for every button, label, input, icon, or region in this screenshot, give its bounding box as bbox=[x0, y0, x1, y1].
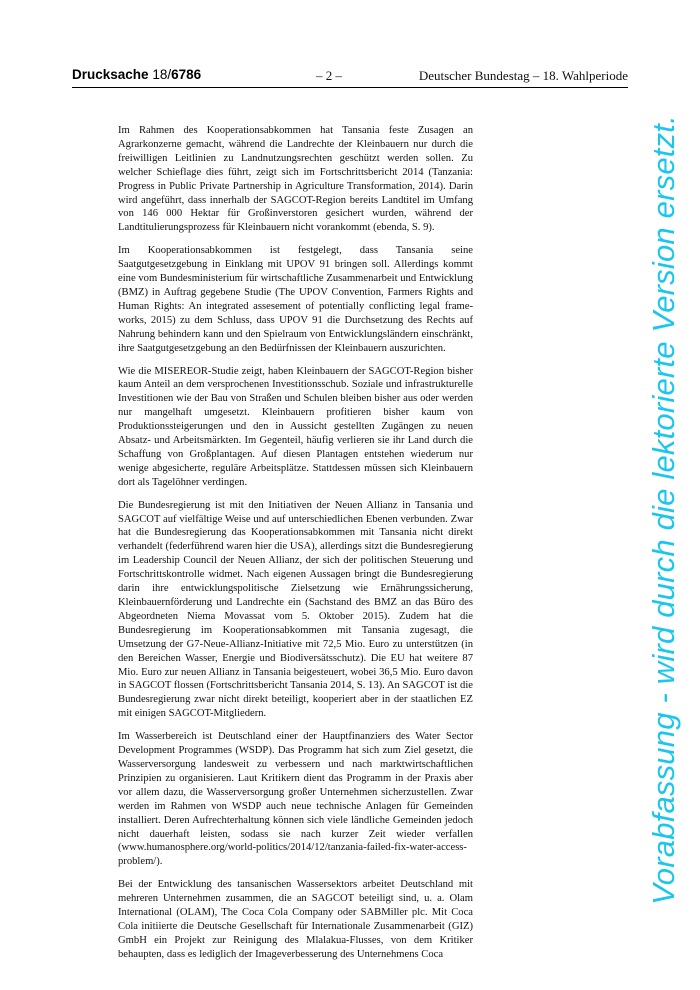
paragraph: Im Wasserbereich ist Deutschland einer der Hauptfinanziers des Water Sector Development Programmes (WSDP). Das Programm hat sich zum Ziel gesetzt, die Wasserversorgung landesweit zu verbessern und nach marktwirtschaftlichen Prinzipien zu organisieren. Laut Kritikern dient das Programm in der Praxis aber vor allem dazu, die Wasserversorgung großer Unternehmen sicherzustellen. Zwar werden im Rahmen von WSDP auch neue technische Anlagen für Gemeinden installiert. Deren Aufrechterhaltung können sich viele ländliche Gemeinden jedoch nicht dauerhaft leisten, sodass sie nach kurzer Zeit wieder verfallen (www.humanosphere.org/world-politics/2014/12/tanzania-failed-fix-water-access-problem/). bbox=[118, 731, 473, 868]
document-label: Drucksache bbox=[72, 67, 149, 82]
paragraph: Im Kooperationsabkommen ist festgelegt, dass Tansania seine Saatgutgesetzgebung in Einklang mit UPOV 91 bringen soll. Allerdings kommt eine vom Bundesministerium für wirtschaftliche Zusammenarbeit und Entwicklung (BMZ) in Auftrag gegebene Studie (The UPOV Convention, Farmers Rights and Human Rights: An integrated assesement of potentially conflicting legal frame-works, 2015) zu dem Schluss, dass UPOV 91 die Durchsetzung des Rechts auf Nahrung behindern kann und den Spielraum von Entwicklungsländern einschränkt, ihre Saatgutgesetzgebung an den Bedürfnissen der Kleinbauern auszurichten. bbox=[118, 245, 473, 354]
page-header bbox=[72, 67, 628, 88]
document-number-value: 6786 bbox=[171, 67, 202, 82]
paragraph: Im Rahmen des Kooperationsabkommen hat Tansania feste Zusagen an Agrarkonzerne gemacht, während die Landrechte der Kleinbauern nur durch die freiwilligen Leitlinien zu Landnutzungsrechten geschützt werden sollen. Zu welcher Schieflage dies führt, zeigt sich im Fortschrittsbericht 2014 (Tanzania: Progress in Public Private Partnership in Agriculture Transformation, 2014). Darin wird angeführt, dass innerhalb der SAGCOT-Region bereits Landtitel im Umfang von 146 000 Hektar für Großinverstoren gesichert wurden, während der Landtitulierungsprozess für Kleinbauern nicht vorankommt (ebenda, S. 9). bbox=[118, 125, 473, 234]
paragraph: Bei der Entwicklung des tansanischen Wassersektors arbeitet Deutschland mit mehreren Unternehmen zusammen, die an SAGCOT beteiligt sind, u. a. Olam International (OLAM), The Coca Cola Company oder SABMiller plc. Mit Coca Cola initiierte die Deutsche Gesellschaft für Internationale Zusammenarbeit (GIZ) GmbH ein Projekt zur Reinigung des Mlalakua-Flusses, von dem Kritiker behaupten, dass es lediglich der Imageverbesserung des Unternehmens Coca bbox=[118, 879, 473, 960]
publisher: Deutscher Bundestag – 18. Wahlperiode bbox=[418, 68, 628, 83]
document-number bbox=[72, 67, 201, 82]
paragraph: Die Bundesregierung ist mit den Initiativen der Neuen Allianz in Tansania und SAGCOT auf vielfältige Weise und auf unterschiedlichen Ebenen verbunden. Zwar hat die Bundesregierung das Kooperationsabkommen mit Tansania nicht direkt verhandelt (federführend waren hier die USA), allerdings sitzt die Bundesregierung im Leadership Council der Neuen Allianz, der sich der politischen Steuerung und Fortschrittskontrolle widmet. Nach eigenen Aussagen bringt die Bundesregierung darin ihre entwicklungspolitische Zielsetzung wie Ernährungssicherung, Kleinbauernförderung und Landrechte ein (Sachstand des BMZ an das Büro des Abgeordneten Niema Movassat vom 5. Oktober 2015). Zudem hat die Bundesregierung im Kooperationsabkommen mit Tansania zugesagt, die Umsetzung der G7-Neue-Allianz-Initiative mit 72,5 Mio. Euro zu unterstützen (in den Bereichen Wasser, Energie und Biodiversätsschutz). Die EU hat weitere 87 Mio. Euro zur neuen Allianz in Tansania beigesteuert, wobei 36,5 Mio. Euro davon in SAGCOT flossen (Fortschrittsbericht Tansania 2014, S. 13). An SAGCOT ist die Bundesregierung zwar nicht direkt beteiligt, kooperiert aber in der staatlichen EZ mit einigen SAGCOT-Mitgliedern. bbox=[118, 499, 473, 720]
watermark-text: Vorabfassung - wird durch die lektorierte Version ersetzt. bbox=[646, 115, 681, 905]
document-number-prefix: 18/ bbox=[152, 67, 172, 82]
paragraph: Wie die MISEREOR-Studie zeigt, haben Kleinbauern der SAGCOT-Region bisher kaum Anteil an dem versprochenen Investitionsschub. Soziale und infrastrukturelle Investitionen wie der Bau von Straßen und Schulen bleiben bisher aus oder werden nur mangelhaft umgesetzt. Kleinbauern profitieren bisher kaum von Produktionssteigerungen und den in Aussicht gestellten Zugängen zu neuen Absatz- und Arbeitsmärkten. Im Gegenteil, häufig verlieren sie ihr Land durch die Schaffung von Großplantagen. Auf diesen Plantagen entstehen wiederum nur wenige abgesicherte, reguläre Arbeitsplätze. Stattdessen müssen sich Kleinbauern dort als Tagelöhner verdingen. bbox=[118, 365, 473, 488]
page-number: – 2 – bbox=[316, 68, 342, 83]
body-text bbox=[118, 124, 473, 971]
draft-watermark bbox=[645, 115, 683, 905]
